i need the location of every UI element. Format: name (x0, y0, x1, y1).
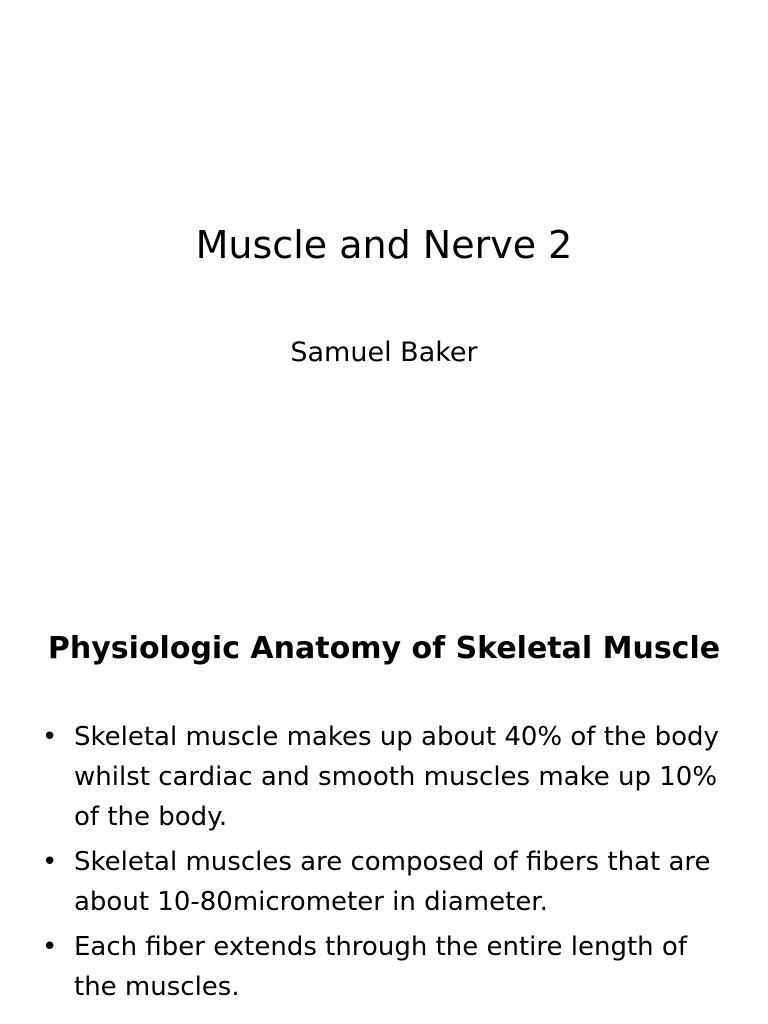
bullet-dot-icon: • (42, 722, 58, 752)
slide-title: Muscle and Nerve 2 (195, 223, 573, 267)
bullet-text: Skeletal muscles are composed of fibers that are about 10-80micrometer in diameter. (74, 847, 711, 917)
bullet-item (40, 842, 730, 922)
bullet-item (40, 717, 730, 837)
bullet-item (40, 927, 730, 1007)
content-slide (0, 512, 768, 1024)
bullet-text: Each fiber extends through the entire length of the muscles. (74, 932, 687, 1002)
bullet-text: Skeletal muscle makes up about 40% of the body whilst cardiac and smooth muscles make up 10% of the body. (74, 722, 719, 832)
slide-heading: Physiologic Anatomy of Skeletal Muscle (47, 631, 721, 666)
bullet-dot-icon: • (42, 932, 58, 962)
bullet-dot-icon: • (42, 847, 58, 877)
bullet-list (40, 717, 730, 1012)
slide-subtitle: Samuel Baker (290, 337, 478, 368)
